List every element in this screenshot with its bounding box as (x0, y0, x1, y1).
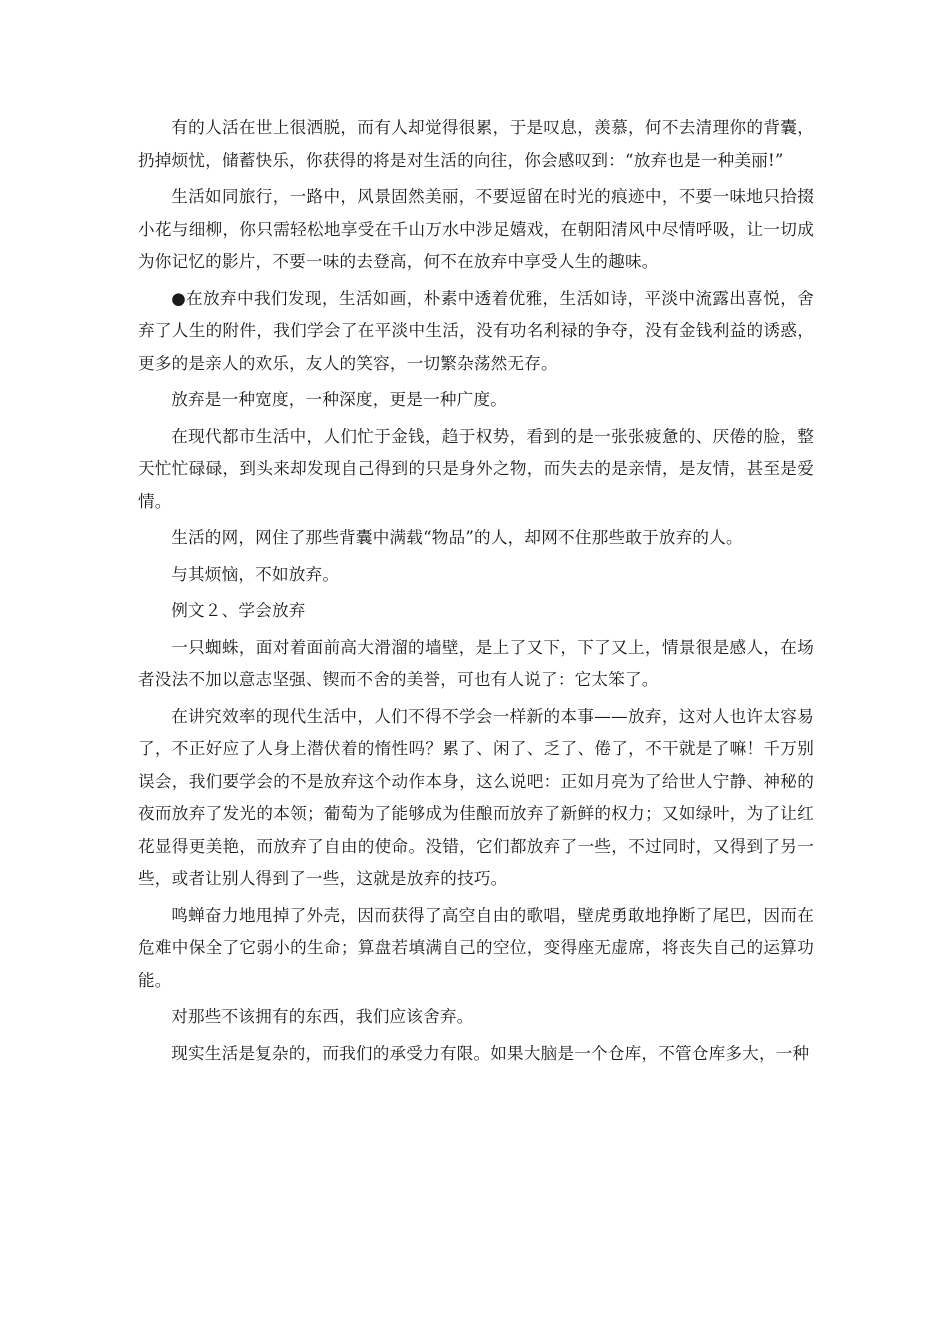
section-heading-example-2: 例文２、学会放弃 (171, 601, 306, 620)
paragraph-10: 在讲究效率的现代生活中，人们不得不学会一样新的本事——放弃，这对人也许太容易了，不正好应了人身上潜伏着的惰性吗？累了、闲了、乏了、倦了，不干就是了嘛！千万别误会，我们要学会的不是放弃这个动作本身，这么说吧：正如月亮为了给世人宁静、神秘的夜而放弃了发光的本领；葡萄为了能够成为佳酿而放弃了新鲜的权力；又如绿叶，为了让红花显得更美艳，而放弃了自由的使命。没错，它们都放弃了一些，不过同时，又得到了另一些，或者让别人得到了一些，这就是放弃的技巧。 (138, 706, 814, 888)
paragraph-9: 一只蜘蛛，面对着面前高大滑溜的墙壁，是上了又下，下了又上，情景很是感人，在场者没法不加以意志坚强、锲而不舍的美誉，可也有人说了：它太笨了。 (138, 637, 814, 689)
paragraph-12: 对那些不该拥有的东西，我们应该舍弃。 (171, 1007, 474, 1026)
paragraph-3-bullet: ●在放弃中我们发现，生活如画，朴素中透着优雅，生活如诗，平淡中流露出喜悦，舍弃了人生的附件，我们学会了在平淡中生活，没有功名利禄的争夺，没有金钱利益的诱惑，更多的是亲人的欢乐，友人的笑容，一切繁杂荡然无存。 (138, 288, 814, 373)
paragraph-7: 与其烦恼，不如放弃。 (171, 564, 340, 584)
paragraph-4: 放弃是一种宽度，一种深度，更是一种广度。 (171, 390, 508, 409)
paragraph-11: 鸣蝉奋力地甩掉了外壳，因而获得了高空自由的歌唱，壁虎勇敢地挣断了尾巴，因而在危难中保全了它弱小的生命；算盘若填满自己的空位，变得座无虚席，将丧失自己的运算功能。 (138, 905, 814, 990)
document-body (138, 112, 814, 1074)
paragraph-5: 在现代都市生活中，人们忙于金钱，趋于权势，看到的是一张张疲惫的、厌倦的脸，整天忙忙碌碌，到头来却发现自己得到的只是身外之物，而失去的是亲情，是友情，甚至是爱情。 (138, 426, 814, 511)
paragraph-2: 生活如同旅行，一路中，风景固然美丽，不要逗留在时光的痕迹中，不要一味地只拾掇小花与细柳，你只需轻松地享受在千山万水中涉足嬉戏，在朝阳清风中尽情呼吸，让一切成为你记忆的影片，不要一味的去登高，何不在放弃中享受人生的趣味。 (138, 187, 814, 271)
paragraph-6: 生活的网，网住了那些背囊中满载“物品”的人，却网不住那些敢于放弃的人。 (171, 528, 743, 547)
paragraph-1: 有的人活在世上很洒脱，而有人却觉得很累，于是叹息，羡慕，何不去清理你的背囊，扔掉烦忧，储蓄快乐，你获得的将是对生活的向往，你会感叹到：“放弃也是一种美丽!” (138, 118, 814, 170)
paragraph-13: 现实生活是复杂的，而我们的承受力有限。如果大脑是一个仓库，不管仓库多大，一种 (171, 1043, 810, 1063)
